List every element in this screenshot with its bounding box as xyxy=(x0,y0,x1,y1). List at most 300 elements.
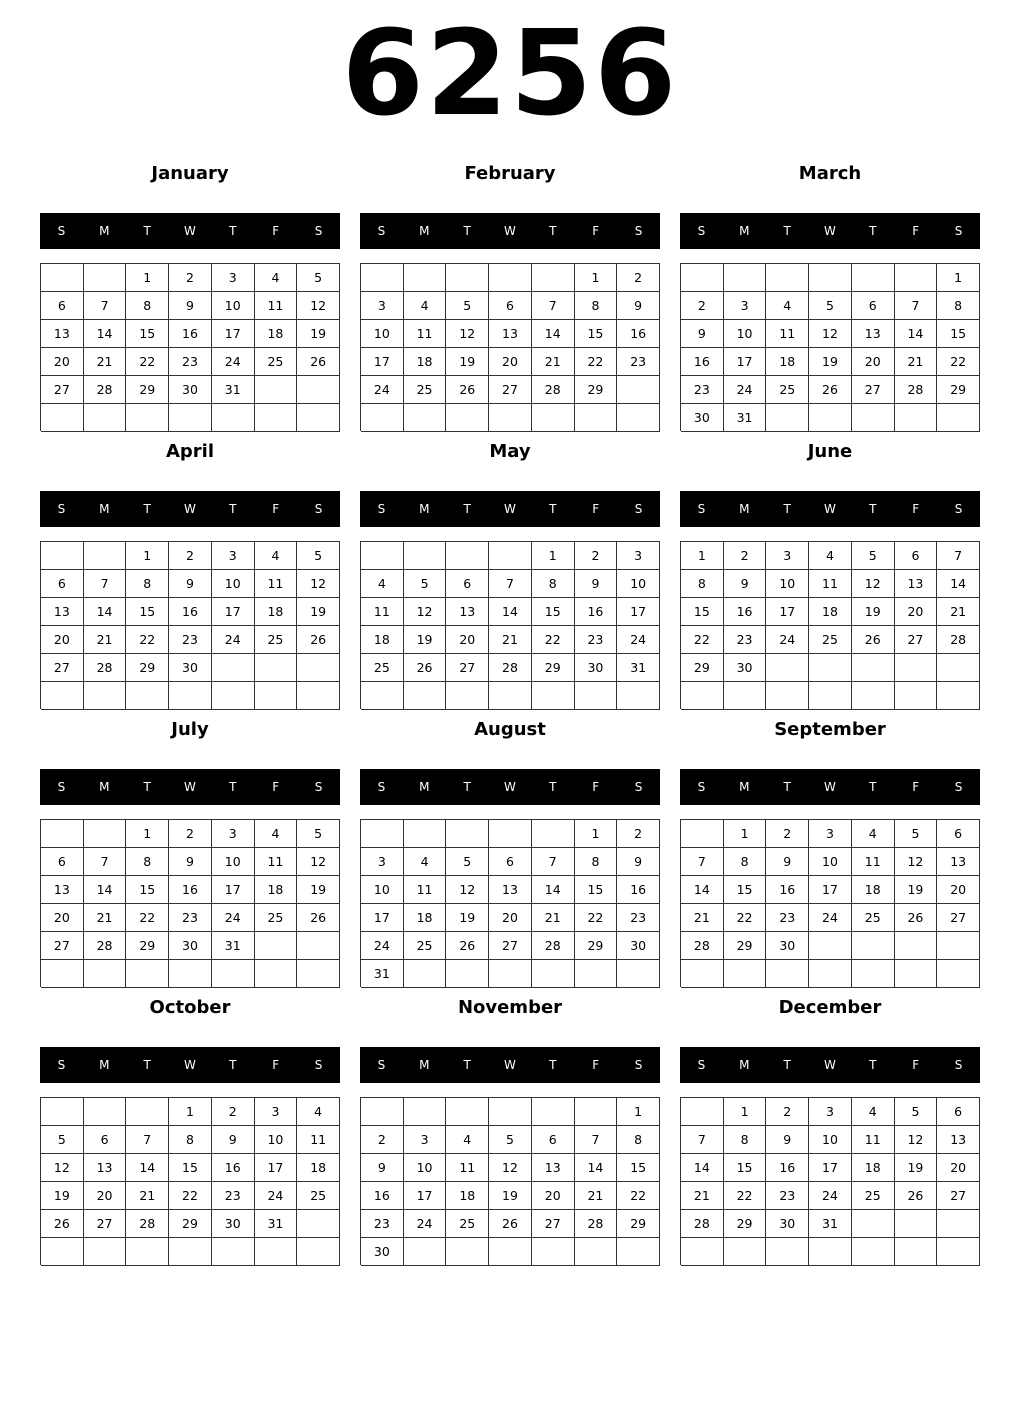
day-cell xyxy=(297,404,340,432)
day-cell: 30 xyxy=(575,654,618,682)
weekday-label: M xyxy=(739,502,750,516)
day-cell: 17 xyxy=(212,876,255,904)
day-cell: 3 xyxy=(212,820,255,848)
day-cell: 24 xyxy=(361,932,404,960)
weekday-label: F xyxy=(272,224,280,238)
day-grid xyxy=(680,541,980,709)
day-cell: 28 xyxy=(681,1210,724,1238)
day-cell: 18 xyxy=(446,1182,489,1210)
day-cell: 15 xyxy=(724,876,767,904)
day-cell: 10 xyxy=(212,292,255,320)
day-cell: 5 xyxy=(446,848,489,876)
weekday-label: T xyxy=(229,1058,237,1072)
day-cell xyxy=(724,264,767,292)
day-cell xyxy=(575,404,618,432)
weekday-label: T xyxy=(549,502,557,516)
day-cell xyxy=(255,404,298,432)
weekday-label: M xyxy=(99,780,110,794)
day-cell: 2 xyxy=(617,820,660,848)
weekday-label: S xyxy=(954,502,963,516)
weekday-label: S xyxy=(634,224,643,238)
day-cell xyxy=(809,654,852,682)
day-cell: 5 xyxy=(809,292,852,320)
day-cell: 19 xyxy=(446,348,489,376)
day-cell xyxy=(84,1098,127,1126)
day-cell: 9 xyxy=(617,848,660,876)
day-cell: 6 xyxy=(489,292,532,320)
day-cell xyxy=(446,542,489,570)
day-cell: 9 xyxy=(681,320,724,348)
day-cell: 27 xyxy=(41,376,84,404)
day-cell: 28 xyxy=(937,626,980,654)
day-cell: 1 xyxy=(681,542,724,570)
day-cell: 5 xyxy=(297,820,340,848)
day-cell: 6 xyxy=(895,542,938,570)
day-cell xyxy=(809,404,852,432)
day-cell: 23 xyxy=(766,1182,809,1210)
day-cell: 14 xyxy=(681,1154,724,1182)
weekday-label: S xyxy=(634,780,643,794)
day-cell: 28 xyxy=(575,1210,618,1238)
day-cell: 14 xyxy=(681,876,724,904)
day-cell: 25 xyxy=(404,932,447,960)
day-cell xyxy=(852,960,895,988)
weekday-label: W xyxy=(184,502,196,516)
day-cell: 5 xyxy=(852,542,895,570)
day-cell xyxy=(361,264,404,292)
day-cell: 25 xyxy=(852,904,895,932)
day-cell: 3 xyxy=(212,264,255,292)
weekday-header xyxy=(680,491,980,527)
day-cell xyxy=(255,960,298,988)
day-cell: 10 xyxy=(404,1154,447,1182)
day-cell: 1 xyxy=(532,542,575,570)
day-cell xyxy=(532,960,575,988)
month-title: June xyxy=(807,441,853,462)
day-cell xyxy=(809,1238,852,1266)
day-cell xyxy=(297,1238,340,1266)
day-cell: 18 xyxy=(404,348,447,376)
day-cell: 17 xyxy=(212,598,255,626)
weekday-label: M xyxy=(739,1058,750,1072)
day-cell: 25 xyxy=(404,376,447,404)
day-cell: 27 xyxy=(937,904,980,932)
day-cell xyxy=(617,404,660,432)
weekday-label: S xyxy=(314,780,323,794)
day-cell: 4 xyxy=(852,1098,895,1126)
day-cell xyxy=(41,682,84,710)
day-cell: 7 xyxy=(681,1126,724,1154)
day-cell xyxy=(404,960,447,988)
weekday-label: T xyxy=(783,780,791,794)
day-cell: 9 xyxy=(766,848,809,876)
weekday-label: F xyxy=(912,502,920,516)
day-cell xyxy=(84,960,127,988)
day-cell xyxy=(617,682,660,710)
day-cell xyxy=(361,682,404,710)
day-cell: 16 xyxy=(617,320,660,348)
day-cell: 1 xyxy=(169,1098,212,1126)
weekday-label: M xyxy=(739,224,750,238)
day-cell: 11 xyxy=(852,848,895,876)
day-cell: 13 xyxy=(532,1154,575,1182)
day-cell xyxy=(766,682,809,710)
day-cell: 15 xyxy=(681,598,724,626)
day-cell: 12 xyxy=(446,320,489,348)
day-cell: 15 xyxy=(126,320,169,348)
day-cell: 4 xyxy=(255,264,298,292)
day-cell: 26 xyxy=(852,626,895,654)
day-cell xyxy=(126,1098,169,1126)
day-cell: 28 xyxy=(532,376,575,404)
day-cell xyxy=(532,1238,575,1266)
day-cell xyxy=(297,932,340,960)
weekday-label: T xyxy=(783,502,791,516)
weekday-label: T xyxy=(549,1058,557,1072)
day-cell: 28 xyxy=(489,654,532,682)
day-cell xyxy=(766,960,809,988)
day-cell: 6 xyxy=(446,570,489,598)
day-cell: 8 xyxy=(575,848,618,876)
day-cell: 19 xyxy=(446,904,489,932)
day-cell: 10 xyxy=(809,1126,852,1154)
day-cell: 14 xyxy=(489,598,532,626)
day-cell: 30 xyxy=(212,1210,255,1238)
day-cell: 9 xyxy=(169,292,212,320)
weekday-label: T xyxy=(463,224,471,238)
month-title: February xyxy=(464,163,556,184)
day-cell: 6 xyxy=(852,292,895,320)
weekday-header xyxy=(40,1047,340,1083)
day-cell: 9 xyxy=(169,570,212,598)
day-cell: 14 xyxy=(532,320,575,348)
day-cell: 27 xyxy=(41,932,84,960)
day-cell: 12 xyxy=(852,570,895,598)
day-cell: 6 xyxy=(937,820,980,848)
day-cell: 8 xyxy=(575,292,618,320)
day-cell: 16 xyxy=(681,348,724,376)
day-cell xyxy=(446,404,489,432)
day-cell: 5 xyxy=(895,820,938,848)
weekday-label: T xyxy=(549,780,557,794)
day-cell xyxy=(41,264,84,292)
day-cell xyxy=(937,682,980,710)
day-cell: 14 xyxy=(895,320,938,348)
day-cell: 28 xyxy=(681,932,724,960)
day-cell: 20 xyxy=(41,626,84,654)
day-cell: 6 xyxy=(532,1126,575,1154)
day-cell: 21 xyxy=(84,348,127,376)
weekday-label: T xyxy=(229,224,237,238)
day-cell: 10 xyxy=(212,570,255,598)
day-cell xyxy=(255,682,298,710)
day-cell: 25 xyxy=(809,626,852,654)
day-cell: 24 xyxy=(361,376,404,404)
day-cell xyxy=(84,542,127,570)
day-cell: 27 xyxy=(489,932,532,960)
day-cell xyxy=(681,960,724,988)
day-cell: 15 xyxy=(575,320,618,348)
day-cell: 14 xyxy=(84,320,127,348)
day-cell xyxy=(41,960,84,988)
day-cell: 1 xyxy=(126,542,169,570)
day-cell: 21 xyxy=(126,1182,169,1210)
weekday-label: T xyxy=(869,780,877,794)
day-cell xyxy=(489,682,532,710)
day-cell: 7 xyxy=(84,848,127,876)
day-cell: 3 xyxy=(255,1098,298,1126)
weekday-label: W xyxy=(184,224,196,238)
day-cell: 9 xyxy=(361,1154,404,1182)
day-cell: 15 xyxy=(169,1154,212,1182)
month-title: May xyxy=(489,441,531,462)
month-title: August xyxy=(474,719,546,740)
weekday-label: M xyxy=(419,780,430,794)
day-cell: 18 xyxy=(852,1154,895,1182)
day-cell: 12 xyxy=(297,848,340,876)
day-cell: 30 xyxy=(766,932,809,960)
day-cell xyxy=(404,820,447,848)
day-cell: 20 xyxy=(489,348,532,376)
day-cell: 22 xyxy=(169,1182,212,1210)
day-cell: 27 xyxy=(937,1182,980,1210)
day-cell: 5 xyxy=(297,264,340,292)
day-cell: 4 xyxy=(255,820,298,848)
day-cell: 31 xyxy=(617,654,660,682)
day-cell: 10 xyxy=(766,570,809,598)
day-cell xyxy=(126,960,169,988)
weekday-label: T xyxy=(229,780,237,794)
day-cell: 10 xyxy=(724,320,767,348)
day-cell: 20 xyxy=(532,1182,575,1210)
day-cell: 28 xyxy=(84,376,127,404)
day-cell: 4 xyxy=(255,542,298,570)
day-cell xyxy=(895,932,938,960)
day-cell: 26 xyxy=(297,904,340,932)
day-cell: 29 xyxy=(126,376,169,404)
day-cell: 9 xyxy=(724,570,767,598)
day-cell xyxy=(681,1238,724,1266)
day-cell: 11 xyxy=(766,320,809,348)
day-cell: 22 xyxy=(617,1182,660,1210)
day-cell: 3 xyxy=(361,848,404,876)
day-cell xyxy=(937,932,980,960)
day-cell: 27 xyxy=(446,654,489,682)
day-cell: 8 xyxy=(681,570,724,598)
day-cell: 23 xyxy=(361,1210,404,1238)
day-cell: 12 xyxy=(489,1154,532,1182)
day-cell xyxy=(937,1210,980,1238)
day-cell xyxy=(937,1238,980,1266)
day-cell: 8 xyxy=(724,848,767,876)
day-cell: 30 xyxy=(766,1210,809,1238)
day-cell: 10 xyxy=(361,320,404,348)
day-cell: 2 xyxy=(724,542,767,570)
day-cell xyxy=(809,264,852,292)
day-cell: 13 xyxy=(41,598,84,626)
day-cell: 20 xyxy=(446,626,489,654)
day-cell: 7 xyxy=(532,848,575,876)
day-cell: 8 xyxy=(532,570,575,598)
day-cell: 1 xyxy=(937,264,980,292)
weekday-label: W xyxy=(184,780,196,794)
day-cell: 16 xyxy=(361,1182,404,1210)
weekday-label: S xyxy=(634,1058,643,1072)
day-cell: 16 xyxy=(169,876,212,904)
day-cell: 22 xyxy=(126,626,169,654)
day-grid xyxy=(360,819,660,987)
day-cell: 8 xyxy=(126,570,169,598)
day-grid xyxy=(360,1097,660,1265)
weekday-label: W xyxy=(824,1058,836,1072)
day-cell: 4 xyxy=(297,1098,340,1126)
weekday-header xyxy=(680,769,980,805)
weekday-label: T xyxy=(463,502,471,516)
weekday-label: T xyxy=(229,502,237,516)
day-cell: 26 xyxy=(41,1210,84,1238)
day-cell: 22 xyxy=(532,626,575,654)
day-cell: 18 xyxy=(255,320,298,348)
month-title: December xyxy=(778,997,882,1018)
day-cell: 20 xyxy=(489,904,532,932)
day-cell: 21 xyxy=(681,1182,724,1210)
day-cell: 12 xyxy=(404,598,447,626)
day-cell: 17 xyxy=(255,1154,298,1182)
weekday-header xyxy=(40,769,340,805)
day-cell xyxy=(41,1098,84,1126)
day-cell: 1 xyxy=(724,820,767,848)
weekday-label: F xyxy=(592,502,600,516)
weekday-label: T xyxy=(143,224,151,238)
day-cell xyxy=(724,1238,767,1266)
day-cell xyxy=(766,654,809,682)
day-cell xyxy=(852,1238,895,1266)
day-cell: 7 xyxy=(681,848,724,876)
weekday-label: S xyxy=(314,502,323,516)
day-cell: 22 xyxy=(575,904,618,932)
day-cell: 16 xyxy=(766,876,809,904)
day-cell: 13 xyxy=(895,570,938,598)
day-cell xyxy=(212,960,255,988)
day-cell: 16 xyxy=(575,598,618,626)
day-cell xyxy=(84,820,127,848)
day-cell: 29 xyxy=(126,932,169,960)
day-cell: 29 xyxy=(126,654,169,682)
day-cell: 28 xyxy=(84,654,127,682)
day-cell xyxy=(446,1238,489,1266)
day-grid xyxy=(40,819,340,987)
day-cell: 14 xyxy=(84,876,127,904)
day-cell xyxy=(212,682,255,710)
day-cell xyxy=(126,404,169,432)
weekday-label: S xyxy=(377,502,386,516)
day-cell: 30 xyxy=(169,932,212,960)
day-cell xyxy=(446,960,489,988)
day-cell xyxy=(84,404,127,432)
day-cell: 25 xyxy=(255,904,298,932)
day-cell xyxy=(446,820,489,848)
day-cell: 10 xyxy=(361,876,404,904)
weekday-label: S xyxy=(697,502,706,516)
day-cell: 23 xyxy=(617,904,660,932)
day-cell: 19 xyxy=(297,598,340,626)
day-cell: 5 xyxy=(895,1098,938,1126)
day-cell xyxy=(766,404,809,432)
day-cell: 10 xyxy=(809,848,852,876)
day-cell: 14 xyxy=(937,570,980,598)
day-cell xyxy=(895,682,938,710)
weekday-label: T xyxy=(783,1058,791,1072)
day-cell: 21 xyxy=(575,1182,618,1210)
day-cell: 2 xyxy=(169,264,212,292)
day-cell: 17 xyxy=(724,348,767,376)
day-cell: 15 xyxy=(532,598,575,626)
day-cell: 8 xyxy=(724,1126,767,1154)
day-cell xyxy=(895,960,938,988)
day-cell xyxy=(724,682,767,710)
day-cell: 21 xyxy=(532,904,575,932)
day-cell: 21 xyxy=(937,598,980,626)
day-cell xyxy=(895,1238,938,1266)
day-cell: 24 xyxy=(724,376,767,404)
day-cell: 3 xyxy=(809,1098,852,1126)
weekday-label: W xyxy=(504,780,516,794)
day-cell: 13 xyxy=(852,320,895,348)
day-cell xyxy=(297,960,340,988)
day-cell: 4 xyxy=(766,292,809,320)
weekday-label: S xyxy=(697,780,706,794)
day-cell xyxy=(852,654,895,682)
day-cell xyxy=(212,404,255,432)
day-cell: 1 xyxy=(575,820,618,848)
day-cell: 17 xyxy=(404,1182,447,1210)
month-title: October xyxy=(149,997,231,1018)
day-cell: 15 xyxy=(126,876,169,904)
day-cell: 21 xyxy=(84,904,127,932)
day-cell: 28 xyxy=(532,932,575,960)
day-cell: 4 xyxy=(809,542,852,570)
day-cell: 30 xyxy=(681,404,724,432)
weekday-label: F xyxy=(592,780,600,794)
day-cell xyxy=(446,1098,489,1126)
day-cell: 23 xyxy=(212,1182,255,1210)
weekday-label: S xyxy=(697,224,706,238)
day-cell: 11 xyxy=(446,1154,489,1182)
day-cell xyxy=(84,682,127,710)
day-cell: 29 xyxy=(724,1210,767,1238)
day-cell: 2 xyxy=(766,1098,809,1126)
day-grid xyxy=(360,263,660,431)
day-cell: 13 xyxy=(41,876,84,904)
day-cell: 17 xyxy=(361,348,404,376)
day-cell xyxy=(852,682,895,710)
day-cell: 6 xyxy=(489,848,532,876)
day-cell: 13 xyxy=(937,1126,980,1154)
day-cell: 22 xyxy=(126,904,169,932)
day-cell: 12 xyxy=(297,292,340,320)
weekday-header xyxy=(40,213,340,249)
day-cell: 30 xyxy=(169,376,212,404)
day-cell: 14 xyxy=(84,598,127,626)
weekday-label: S xyxy=(377,1058,386,1072)
month-title: November xyxy=(457,997,563,1018)
day-cell: 19 xyxy=(895,1154,938,1182)
day-cell: 17 xyxy=(212,320,255,348)
day-cell: 11 xyxy=(852,1126,895,1154)
day-cell: 24 xyxy=(212,348,255,376)
day-cell: 24 xyxy=(809,904,852,932)
weekday-label: F xyxy=(592,224,600,238)
